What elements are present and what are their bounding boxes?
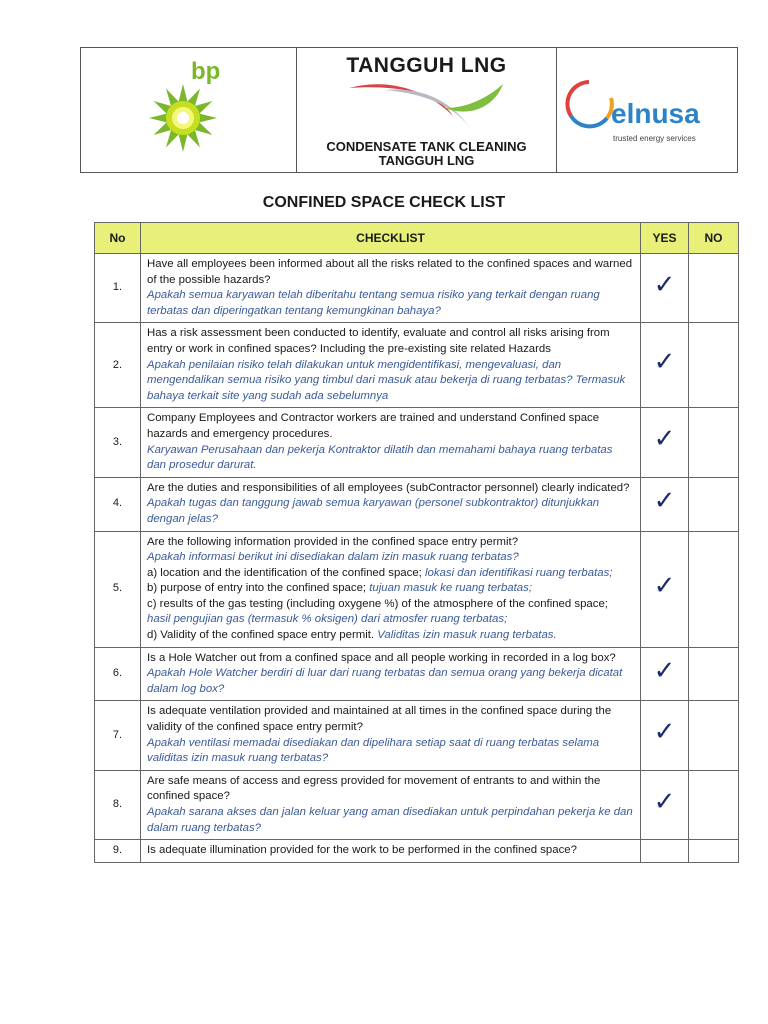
checklist-item	[141, 323, 641, 408]
english-text: Are safe means of access and egress provided for movement of entrants to and within the confined space?	[147, 774, 601, 803]
indonesian-text: Apakah ventilasi memadai disediakan dan dipelihara setiap saat di ruang terbatas selama validitas izin masuk ruang terbatas?	[147, 736, 600, 765]
english-text: d) Validity of the confined space entry permit.	[147, 629, 378, 642]
english-text: c) results of the gas testing (including oxygene %) of the atmosphere of the confined space;	[147, 597, 608, 610]
checkmark-icon: ✓	[653, 717, 676, 748]
page-title: CONFINED SPACE CHECK LIST	[262, 194, 506, 211]
checkmark-icon: ✓	[653, 269, 676, 300]
yes-cell	[641, 531, 689, 647]
indonesian-text: hasil pengujian gas (termasuk % oksigen) dari atmosfer ruang terbatas;	[147, 613, 508, 626]
table-row	[95, 477, 739, 531]
checklist-item	[141, 254, 641, 323]
yes-cell	[641, 770, 689, 839]
tangguh-swoosh-icon	[345, 78, 509, 134]
table-row	[95, 701, 739, 770]
checklist-item	[141, 647, 641, 701]
yes-cell	[641, 647, 689, 701]
yes-cell	[641, 323, 689, 408]
row-number: 9.	[95, 840, 141, 863]
checkmark-icon: ✓	[653, 655, 676, 686]
indonesian-text: Apakah penilaian risiko telah dilakukan untuk mengidentifikasi, mengevaluasi, dan mengendalikan semua risiko yang timbul dari masuk atau bekerja di ruang terbatas? Termasuk bahaya terkait site yang sudah ada sebelumnya	[147, 358, 626, 402]
table-row	[95, 531, 739, 647]
project-subtitle: CONDENSATE TANK CLEANING TANGGUH LNG	[326, 139, 527, 168]
table-row	[95, 254, 739, 323]
english-text: Has a risk assessment been conducted to identify, evaluate and control all risks arising from entry or work in confined spaces? Including the pre-existing site related Hazards	[147, 327, 610, 355]
english-text: Are the duties and responsibilities of all employees (subContractor personnel) clearly indicated?	[147, 481, 630, 494]
indonesian-text: Validitas izin masuk ruang terbatas.	[377, 629, 557, 642]
english-text: b) purpose of entry into the confined space;	[147, 582, 370, 595]
no-cell	[689, 323, 739, 408]
yes-cell	[641, 254, 689, 323]
no-cell	[689, 770, 739, 839]
checklist-item	[141, 770, 641, 839]
document-header	[80, 47, 738, 173]
english-text: Are the following information provided in the confined space entry permit?	[147, 535, 519, 548]
elnusa-logo-cell	[557, 48, 737, 172]
checklist-item	[141, 408, 641, 477]
checkmark-icon: ✓	[653, 485, 676, 516]
table-header-row	[95, 223, 739, 254]
table-row	[95, 647, 739, 701]
checklist-table	[94, 222, 739, 863]
bp-helios-icon	[147, 82, 219, 154]
checklist-item	[141, 531, 641, 647]
yes-cell	[641, 477, 689, 531]
table-row	[95, 770, 739, 839]
english-text: Is adequate illumination provided for the work to be performed in the confined space?	[147, 844, 577, 857]
column-header-checklist: CHECKLIST	[141, 223, 641, 254]
project-title: TANGGUH LNG	[346, 54, 507, 77]
english-text: Is a Hole Watcher out from a confined space and all people working in recorded in a log box?	[147, 651, 616, 664]
checklist-sub-item	[147, 581, 634, 597]
indonesian-text: Apakah sarana akses dan jalan keluar yang aman disediakan untuk perpindahan pekerja ke dan dalam ruang terbatas?	[147, 806, 633, 834]
checklist-item	[141, 701, 641, 770]
row-number: 6.	[95, 647, 141, 701]
checklist-item	[141, 840, 641, 863]
table-row	[95, 323, 739, 408]
bp-wordmark: bp	[191, 58, 221, 85]
row-number: 2.	[95, 323, 141, 408]
indonesian-text: lokasi dan identifikasi ruang terbatas;	[425, 566, 613, 579]
english-text: a) location and the identification of the confined space;	[147, 566, 425, 579]
english-text: Have all employees been informed about all the risks related to the confined spaces and warned of the possible hazards?	[147, 258, 633, 286]
indonesian-text: Apakah semua karyawan telah diberitahu tentang semua risiko yang terkait dengan ruang terbatas dan diperingatkan tentang kemungkinan bahaya?	[147, 289, 600, 317]
row-number: 7.	[95, 701, 141, 770]
yes-cell	[641, 408, 689, 477]
table-row	[95, 408, 739, 477]
no-cell	[689, 647, 739, 701]
no-cell	[689, 840, 739, 863]
no-cell	[689, 408, 739, 477]
table-row	[95, 840, 739, 863]
column-header-no-answer: NO	[689, 223, 739, 254]
row-number: 8.	[95, 770, 141, 839]
elnusa-ring-icon	[563, 78, 615, 130]
no-cell	[689, 701, 739, 770]
checkmark-icon: ✓	[653, 570, 676, 601]
checkmark-icon: ✓	[653, 424, 676, 455]
yes-cell	[641, 701, 689, 770]
checklist-sub-item	[147, 628, 634, 644]
yes-cell	[641, 840, 689, 863]
indonesian-text: Karyawan Perusahaan dan pekerja Kontraktor dilatih dan memahami bahaya ruang terbatas dan prosedur darurat.	[147, 443, 613, 472]
checkmark-icon: ✓	[653, 786, 676, 817]
english-text: Is adequate ventilation provided and maintained at all times in the confined space during the validity of the confined space entry permit?	[147, 705, 612, 734]
no-cell	[689, 477, 739, 531]
project-cell	[297, 48, 557, 172]
row-number: 1.	[95, 254, 141, 323]
row-number: 5.	[95, 531, 141, 647]
english-text: Company Employees and Contractor workers are trained and understand Confined space hazards and emergency procedures.	[147, 412, 600, 440]
checkmark-icon: ✓	[653, 347, 676, 378]
bp-logo-cell	[81, 48, 297, 172]
indonesian-text: Apakah Hole Watcher berdiri di luar dari ruang terbatas dan semua orang yang bekerja dicatat dalam log box?	[147, 667, 623, 695]
indonesian-text: tujuan masuk ke ruang terbatas;	[369, 582, 532, 595]
checklist-sub-item	[147, 566, 634, 582]
column-header-yes: YES	[641, 223, 689, 254]
row-number: 3.	[95, 408, 141, 477]
checklist-sub-item	[147, 597, 634, 628]
indonesian-text: Apakah tugas dan tanggung jawab semua karyawan (personel subkontraktor) ditunjukkan dengan jelas?	[147, 497, 600, 525]
checklist-item	[141, 477, 641, 531]
row-number: 4.	[95, 477, 141, 531]
elnusa-wordmark: elnusa	[611, 98, 700, 129]
no-cell	[689, 254, 739, 323]
indonesian-text: Apakah informasi berikut ini disediakan dalam izin masuk ruang terbatas?	[147, 551, 519, 564]
elnusa-tagline: trusted energy services	[613, 134, 696, 143]
no-cell	[689, 531, 739, 647]
column-header-no: No	[95, 223, 141, 254]
